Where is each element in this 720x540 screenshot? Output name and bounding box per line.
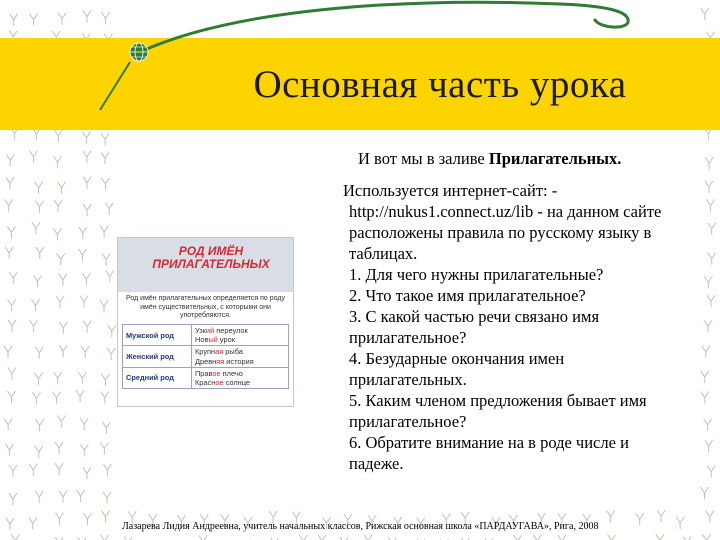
table-header bbox=[118, 238, 293, 292]
gender-cell: Средний род bbox=[123, 367, 192, 388]
table-row bbox=[123, 346, 289, 367]
phrase: Узкий переулок bbox=[195, 326, 248, 335]
gender-cell: Женский род bbox=[123, 346, 192, 367]
ending-highlight: ое bbox=[215, 378, 224, 388]
site-desc-2: таблицах. bbox=[349, 244, 418, 263]
phrase: Новый урок bbox=[195, 335, 235, 345]
question-item: 5. Каким членом предложения бывает имя bbox=[349, 391, 647, 410]
ending-highlight: ое bbox=[212, 368, 221, 378]
intro-bold: Прилагательных. bbox=[488, 149, 622, 168]
question-item-continued: прилагательное? bbox=[349, 328, 467, 347]
question-item: 2. Что такое имя прилагательное? bbox=[349, 286, 586, 305]
site-rest: - на данном сайте bbox=[533, 202, 662, 221]
phrase: Крупная рыба bbox=[195, 347, 243, 357]
ending-highlight: яя bbox=[216, 356, 225, 366]
site-url-line bbox=[343, 201, 688, 222]
table-row bbox=[123, 367, 289, 388]
intro-line bbox=[358, 148, 621, 169]
question-item-continued: падеже. bbox=[349, 454, 404, 473]
phrase: Правое плечо bbox=[195, 368, 243, 378]
site-url[interactable]: http://nukus1.connect.uz/lib bbox=[349, 202, 534, 221]
phrase-cell bbox=[192, 367, 289, 388]
question-list bbox=[343, 264, 688, 474]
table-description: Род имён прилагательных определяется по роду имён существительных, с которыми они употребляются. bbox=[126, 295, 285, 319]
globe-icon bbox=[130, 43, 148, 61]
question-item-continued: прилагательное? bbox=[349, 412, 467, 431]
site-desc-1: расположены правила по русскому языку в bbox=[349, 223, 652, 242]
table-title bbox=[146, 245, 276, 271]
question-item-continued: прилагательных. bbox=[349, 370, 467, 389]
question-item: 6. Обратите внимание на в роде числе и bbox=[349, 433, 629, 452]
intro-prefix: И вот мы в заливе bbox=[358, 149, 489, 168]
gender-table bbox=[122, 324, 289, 389]
phrase-cell bbox=[192, 346, 289, 367]
table-row bbox=[123, 325, 289, 346]
question-item: 3. С какой частью речи связано имя bbox=[349, 307, 600, 326]
adjective-gender-table-image bbox=[117, 237, 294, 407]
table-title-line-1: РОД ИМЁН bbox=[178, 244, 244, 258]
phrase-cell bbox=[192, 325, 289, 346]
phrase: Красное солнце bbox=[195, 378, 250, 388]
question-item: 4. Безударные окончания имен bbox=[349, 349, 565, 368]
ending-highlight: ая bbox=[215, 347, 224, 357]
footer-credit: Лазарева Лидия Андреевна, учитель начальных классов, Рижская основная школа «ПАРДАУГАВА», Рига, 2008 bbox=[122, 521, 599, 532]
ending-highlight: ий bbox=[205, 326, 215, 335]
table-title-line-2: ПРИЛАГАТЕЛЬНЫХ bbox=[152, 257, 270, 271]
question-item: 1. Для чего нужны прилагательные? bbox=[349, 265, 604, 284]
slide-title: Основная часть урока bbox=[253, 63, 627, 106]
ending-highlight: ый bbox=[208, 335, 218, 345]
body-text bbox=[343, 180, 688, 474]
gender-cell: Мужской род bbox=[123, 325, 192, 346]
site-line: Используется интернет-сайт: - bbox=[343, 181, 558, 200]
phrase: Древняя история bbox=[195, 356, 254, 366]
